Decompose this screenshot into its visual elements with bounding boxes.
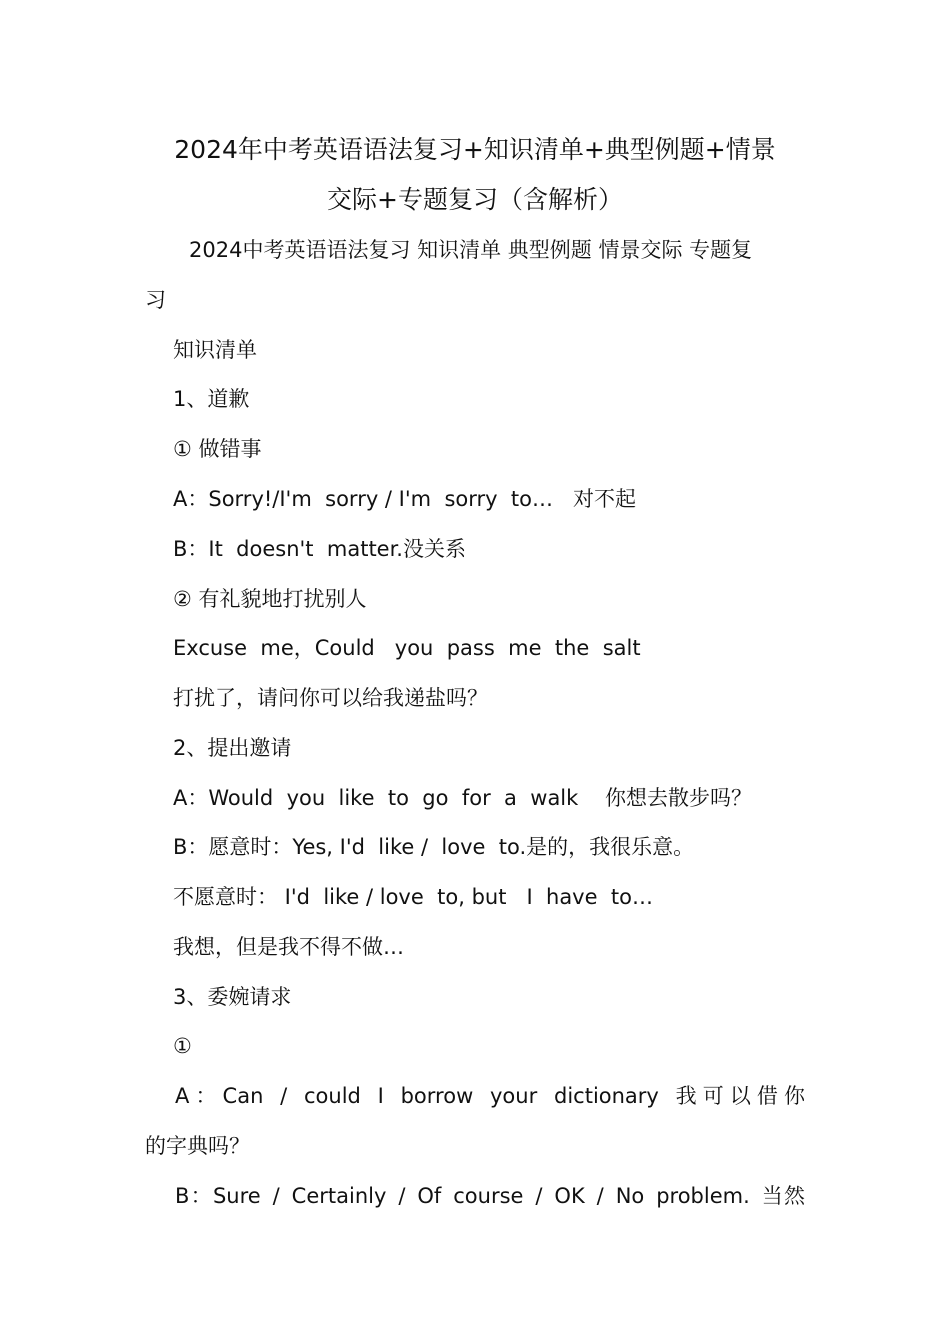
item-3-dialog-b-line-1: B：Sure / Certainly / Of course / OK / No problem. 当然 bbox=[175, 1184, 805, 1208]
document-title-line-1: 2024年中考英语语法复习+知识清单+典型例题+情景 bbox=[174, 135, 776, 164]
item-3-dialog-a-line-2: 的字典吗？ bbox=[145, 1134, 250, 1158]
item-2-dialog-b: B：愿意时：Yes, I'd like / love to.是的，我很乐意。 bbox=[173, 835, 695, 859]
item-2-heading: 2、提出邀请 bbox=[173, 736, 292, 760]
item-2-decline: 不愿意时： I'd like / love to, but I have to… bbox=[173, 885, 653, 909]
item-3-heading: 3、委婉请求 bbox=[173, 985, 292, 1009]
item-1-excuse: Excuse me，Could you pass me the salt bbox=[173, 636, 641, 660]
item-3-dialog-a-line-1: A：Can / could I borrow your dictionary 我可以借你 bbox=[175, 1084, 805, 1108]
section-heading: 知识清单 bbox=[173, 338, 257, 362]
item-1-sub-1: ① 做错事 bbox=[173, 437, 262, 461]
item-2-dialog-a: A：Would you like to go for a walk 你想去散步吗？ bbox=[173, 786, 753, 810]
item-1-dialog-b: B：It doesn't matter.没关系 bbox=[173, 537, 466, 561]
document-title-line-2: 交际+专题复习（含解析） bbox=[327, 185, 623, 214]
keywords-line-2: 习 bbox=[145, 288, 166, 312]
item-1-sub-2: ② 有礼貌地打扰别人 bbox=[173, 587, 367, 611]
item-1-heading: 1、道歉 bbox=[173, 387, 250, 411]
item-2-decline-cn: 我想，但是我不得不做… bbox=[173, 935, 404, 959]
item-1-excuse-cn: 打扰了，请问你可以给我递盐吗？ bbox=[173, 686, 488, 710]
item-3-sub-1: ① bbox=[173, 1034, 192, 1058]
item-1-dialog-a: A：Sorry!/I'm sorry / I'm sorry to… 对不起 bbox=[173, 487, 637, 511]
keywords-line-1: 2024中考英语语法复习 知识清单 典型例题 情景交际 专题复 bbox=[189, 238, 753, 262]
